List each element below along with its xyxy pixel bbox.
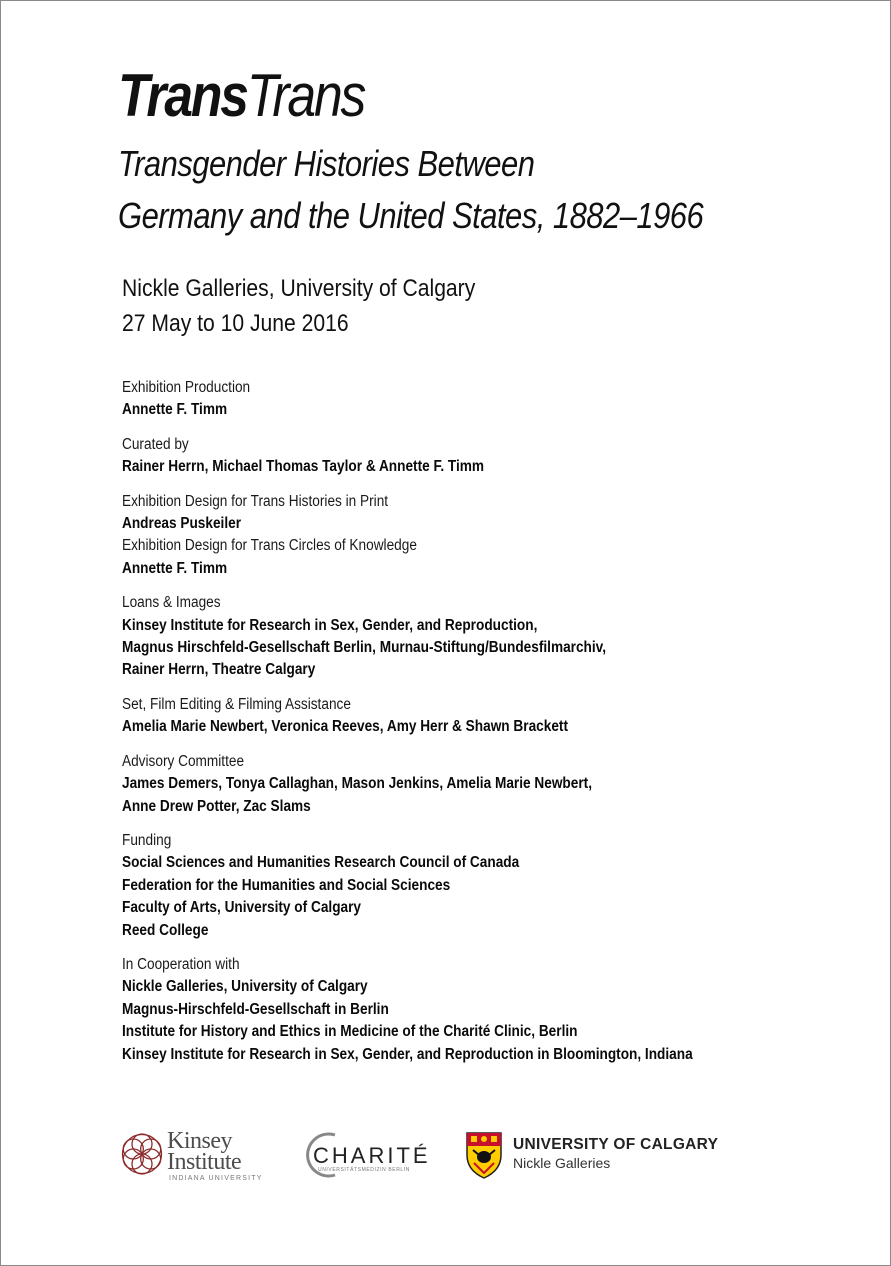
kinsey-flower-emblem-icon	[121, 1133, 163, 1175]
credit-value: Andreas Puskeiler	[122, 515, 242, 533]
credits-list	[122, 377, 842, 1078]
charite-word: CHARITÉ	[313, 1143, 431, 1168]
credit-value: Social Sciences and Humanities Research Council of Canada	[122, 854, 520, 872]
credit-value: Faculty of Arts, University of Calgary	[122, 899, 362, 917]
credit-value: Reed College	[122, 921, 209, 939]
venue-location: Nickle Galleries, University of Calgary	[122, 275, 476, 302]
exhibition-title	[118, 63, 364, 129]
credit-block	[122, 377, 842, 422]
credit-block	[122, 751, 842, 818]
credit-value: Magnus Hirschfeld-Gesellschaft Berlin, Murnau-Stiftung/Bundesfilmarchiv,	[122, 639, 607, 657]
credit-value: James Demers, Tonya Callaghan, Mason Jenkins, Amelia Marie Newbert,	[122, 775, 593, 793]
university-of-calgary-logo	[465, 1127, 765, 1187]
credit-value: Kinsey Institute for Research in Sex, Gender, and Reproduction,	[122, 616, 538, 634]
credit-value: Institute for History and Ethics in Medicine of the Charité Clinic, Berlin	[122, 1023, 578, 1041]
venue-dates: 27 May to 10 June 2016	[122, 310, 349, 337]
title-light: Trans	[246, 62, 365, 129]
credit-label: Set, Film Editing & Filming Assistance	[122, 695, 351, 713]
credit-block	[122, 434, 842, 479]
subtitle-line-2: Germany and the United States, 1882–1966	[118, 195, 704, 236]
charite-logo	[295, 1127, 431, 1187]
credit-value: Magnus-Hirschfeld-Gesellschaft in Berlin	[122, 1000, 389, 1018]
kinsey-word-1: Kinsey	[167, 1128, 232, 1154]
credit-value: Annette F. Timm	[122, 559, 228, 577]
partner-logos	[119, 1127, 759, 1187]
kinsey-institute-logo	[119, 1127, 269, 1187]
ucalgary-subtitle: Nickle Galleries	[513, 1155, 611, 1171]
title-bold: Trans	[118, 62, 247, 129]
credit-value: Anne Drew Potter, Zac Slams	[122, 797, 311, 815]
ucalgary-word: UNIVERSITY OF CALGARY	[513, 1136, 719, 1153]
credit-label: Advisory Committee	[122, 752, 245, 770]
credit-block	[122, 830, 842, 942]
credit-block	[122, 491, 842, 581]
credit-value: Rainer Herrn, Theatre Calgary	[122, 661, 316, 679]
charite-subtitle: UNIVERSITÄTSMEDIZIN BERLIN	[318, 1167, 410, 1173]
credit-block	[122, 592, 842, 682]
subtitle-line-1: Transgender Histories Between	[118, 143, 535, 184]
credit-label: In Cooperation with	[122, 955, 240, 973]
credit-value: Amelia Marie Newbert, Veronica Reeves, Amy Herr & Shawn Brackett	[122, 718, 569, 736]
credit-block	[122, 694, 842, 739]
credit-label: Curated by	[122, 435, 189, 453]
credit-block	[122, 954, 842, 1066]
credit-value: Federation for the Humanities and Social Sciences	[122, 876, 451, 894]
credit-value: Nickle Galleries, University of Calgary	[122, 978, 368, 996]
credit-value: Rainer Herrn, Michael Thomas Taylor & Annette F. Timm	[122, 458, 485, 476]
kinsey-word-2: Institute	[167, 1149, 242, 1175]
credit-value: Annette F. Timm	[122, 401, 228, 419]
kinsey-subtitle: INDIANA UNIVERSITY	[169, 1175, 263, 1182]
credit-value: Kinsey Institute for Research in Sex, Gender, and Reproduction in Bloomington, Indiana	[122, 1045, 693, 1063]
credit-label: Exhibition Design for Trans Circles of Knowledge	[122, 537, 417, 555]
credit-label: Exhibition Production	[122, 379, 251, 396]
credit-label: Funding	[122, 831, 172, 849]
ucalgary-shield-icon	[465, 1131, 503, 1179]
credit-label: Exhibition Design for Trans Histories in Print	[122, 492, 389, 510]
credit-label: Loans & Images	[122, 594, 221, 612]
